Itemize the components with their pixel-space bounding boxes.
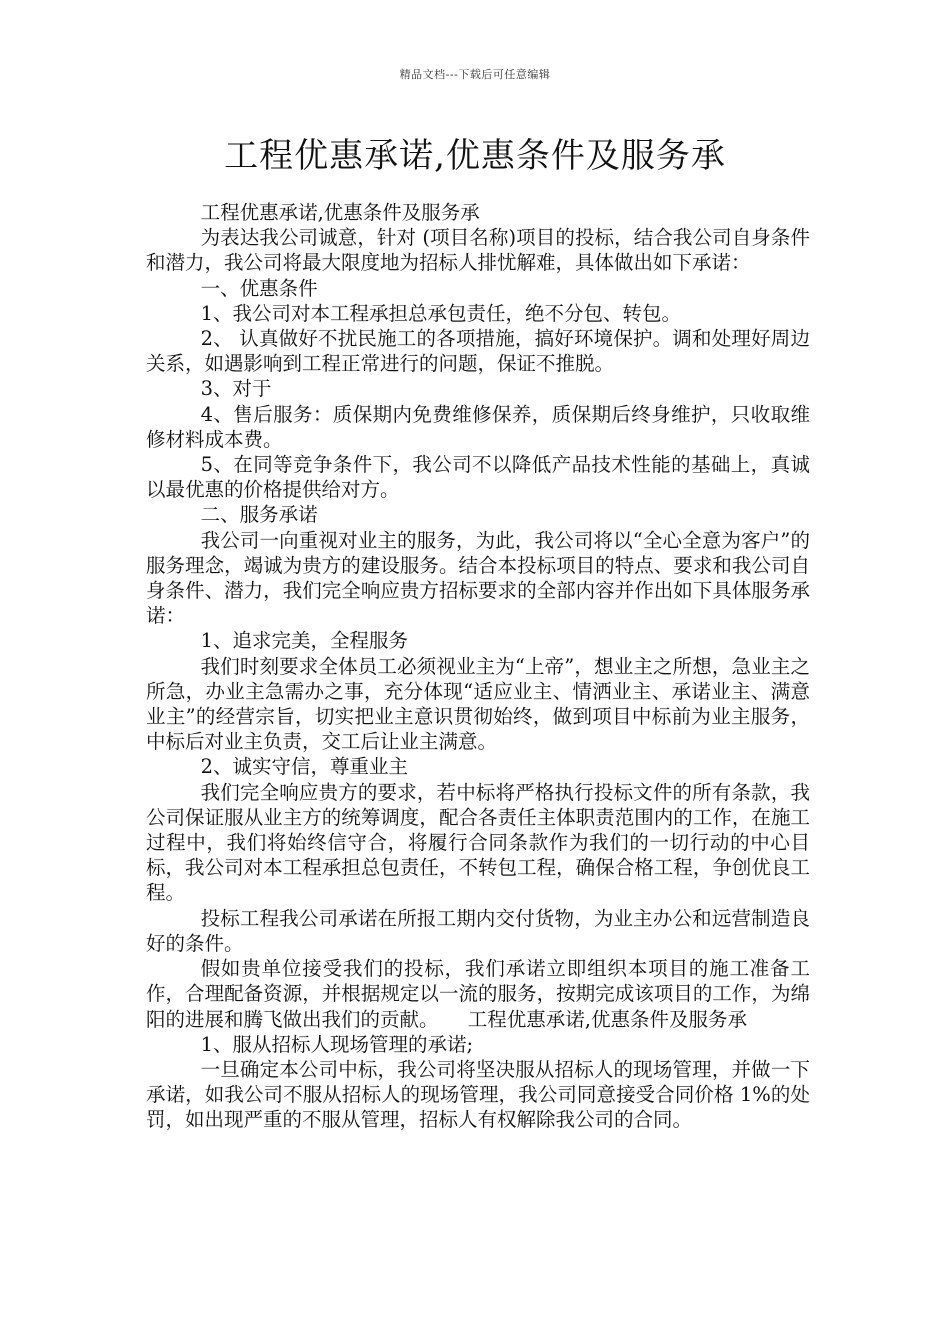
subsection-heading: 2、诚实守信，尊重业主 [200, 755, 409, 779]
subsection-heading: 1、服从招标人现场管理的承诺; [200, 1032, 474, 1056]
paragraph-item: 4、售后服务：质保期内免费维修保养，质保期后终身维护，只收取维修材料成本费。 [146, 402, 810, 451]
paragraph-text: 我们时刻要求全体员工必须视业主为“上帝”，想业主之所想，急业主之所急，办业主急需办之事，充分体现“适应业主、情洒业主、承诺业主、满意业主”的经营宗旨，切实把业主意识贯彻始终，做到项目中标前为业主服务，中标后对业主负责，交工后让业主满意。 [146, 654, 810, 754]
paragraph-text: 投标工程我公司承诺在所报工期内交付货物，为业主办公和远营制造良好的条件。 [146, 906, 810, 955]
paragraph-text: 一旦确定本公司中标，我公司将坚决服从招标人的现场管理，并做一下承诺，如我公司不服从招标人的现场管理，我公司同意接受合同价格 1%的处罚，如出现严重的不服从管理，招标人有权解除我公司的合同。 [146, 1057, 810, 1132]
page-header-note: 精品文档---下载后可任意编辑 [399, 68, 551, 81]
paragraph-item: 2、 认真做好不扰民施工的各项措施，搞好环境保护。调和处理好周边关系，如遇影响到工程正常进行的问题，保证不推脱。 [146, 327, 810, 376]
paragraph-text: 我公司一向重视对业主的服务，为此，我公司将以“全心全意为客户”的服务理念，竭诚为贵方的建设服务。结合本投标项目的特点、要求和我公司自身条件、潜力，我们完全响应贵方招标要求的全部内容并作出如下具体服务承诺： [146, 528, 810, 628]
paragraph-item: 5、在同等竞争条件下，我公司不以降低产品技术性能的基础上，真诚以最优惠的价格提供给对方。 [146, 453, 810, 502]
paragraph-text: 假如贵单位接受我们的投标，我们承诺立即组织本项目的施工准备工作，合理配备资源，并根据规定以一流的服务，按期完成该项目的工作，为绵阳的进展和腾飞做出我们的贡献。 工程优惠承诺,优惠条件及服务承 [146, 957, 810, 1031]
paragraph-subtitle: 工程优惠承诺,优惠条件及服务承 [200, 201, 480, 224]
paragraph-intro: 为表达我公司诚意，针对 (项目名称)项目的投标，结合我公司自身条件和潜力，我公司将最大限度地为招标人排忧解难，具体做出如下承诺： [146, 226, 810, 275]
paragraph-item: 1、我公司对本工程承担总承包责任，绝不分包、转包。 [200, 301, 682, 325]
section-heading-discount: 一、优惠条件 [200, 276, 318, 300]
section-heading-service: 二、服务承诺 [200, 503, 318, 527]
document-body [146, 200, 810, 1133]
subsection-heading: 1、追求完美，全程服务 [200, 629, 409, 653]
paragraph-text: 我们完全响应贵方的要求，若中标将严格执行投标文件的所有条款，我公司保证服从业主方的统筹调度，配合各责任主体职责范围内的工作，在施工过程中，我们将始终信守合，将履行合同条款作为我们的一切行动的中心目标，我公司对本工程承担总包责任，不转包工程，确保合格工程，争创优良工程。 [146, 780, 810, 905]
document-title: 工程优惠承诺,优惠条件及服务承 [224, 136, 726, 176]
paragraph-item: 3、对于 [200, 377, 272, 401]
